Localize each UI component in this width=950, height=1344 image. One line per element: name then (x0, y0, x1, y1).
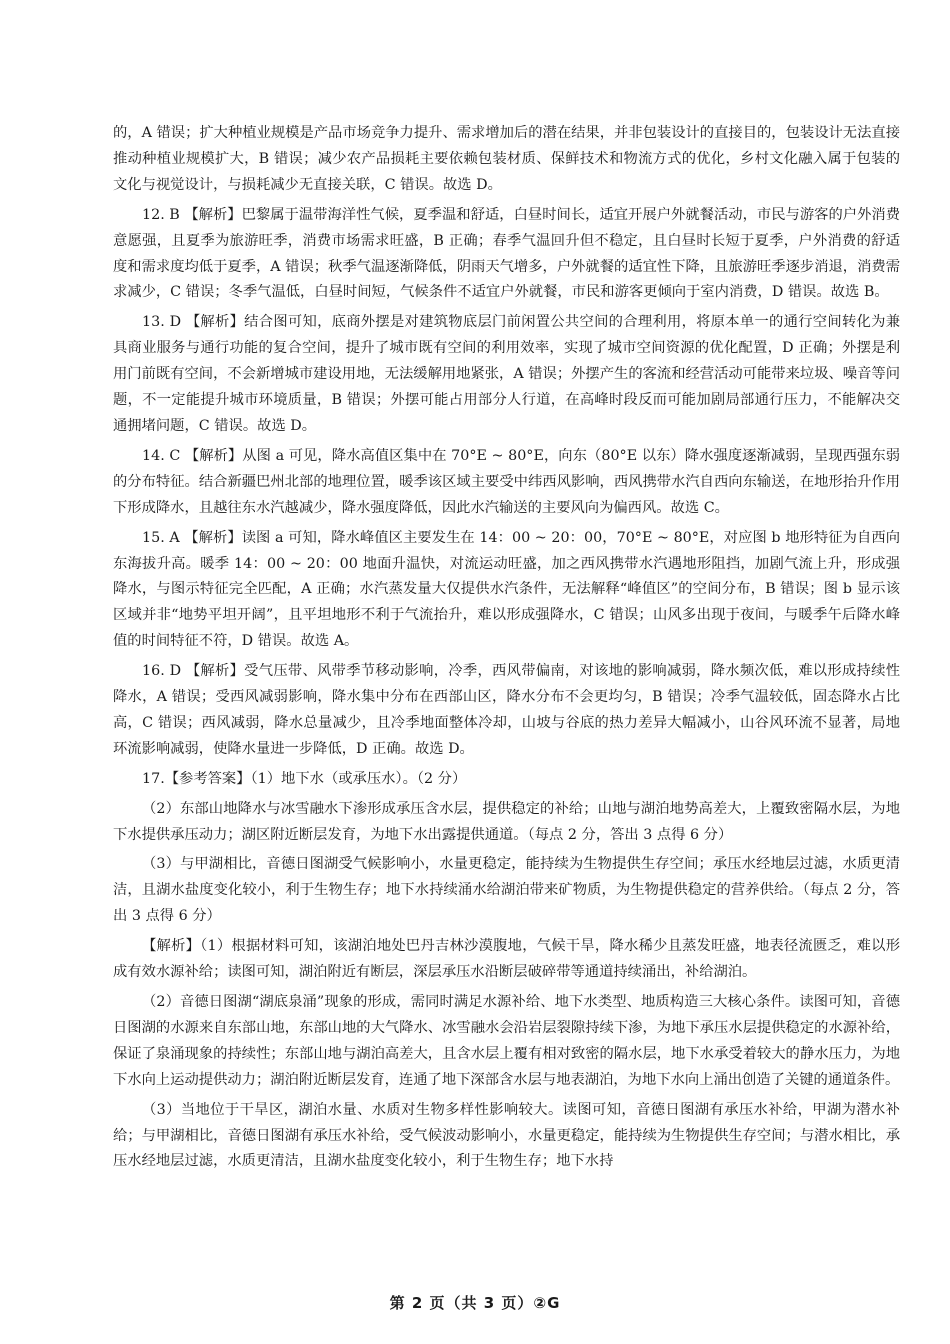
paragraph-q17-answer-1: 17.【参考答案】（1）地下水（或承压水）。（2 分） (142, 770, 467, 787)
paragraph-q17-analysis-3: （3）当地位于干旱区，湖泊水量、水质对生物多样性影响较大。读图可知，音德日图湖有承压水补给，甲湖为潜水补给；与甲湖相比，音德日图湖有承压水补给，受气候波动影响小，水量更稳定，能持续为生物提供生存空间；与潜水相比，承压水经地层过滤，水质更清洁，且湖水盐度变化较小，利于生物生存；地下水持 (113, 1101, 900, 1170)
paragraph-q14: 14. C 【解析】从图 a 可见，降水高值区集中在 70°E ~ 80°E，向东（80°E 以东）降水强度逐渐减弱，呈现西强东弱的分布特征。结合新疆巴州北部的地理位置，暖季该区域主要受中纬西风影响，西风携带水汽自西向东输送，在地形抬升作用下形成降水，且越往东水汽越减少，降水强度降低，因此水汽输送的主要风向为偏西风。故选 C。 (113, 447, 900, 516)
paragraph-q12: 12. B 【解析】巴黎属于温带海洋性气候，夏季温和舒适，白昼时间长，适宜开展户外就餐活动，市民与游客的户外消费意愿强，且夏季为旅游旺季，消费市场需求旺盛，B 正确；春季气温回升但不稳定，且白昼时长短于夏季，户外消费的舒适度和需求度均低于夏季，A 错误；秋季气温逐渐降低，阴雨天气增多，户外就餐的适宜性下降，且旅游旺季逐步消退，消费需求减少，C 错误；冬季气温低，白昼时间短，气候条件不适宜户外就餐，市民和游客更倾向于室内消费，D 错误。故选 B。 (113, 206, 900, 301)
paragraph-q17-analysis-1: 【解析】（1）根据材料可知，该湖泊地处巴丹吉林沙漠腹地，气候干旱，降水稀少且蒸发旺盛，地表径流匮乏，难以形成有效水源补给；读图可知，湖泊附近有断层，深层承压水沿断层破碎带等通道持续涌出，补给湖泊。 (113, 938, 900, 981)
paragraph-q17-analysis-2: （2）音德日图湖“湖底泉涌”现象的形成，需同时满足水源补给、地下水类型、地质构造三大核心条件。读图可知，音德日图湖的水源来自东部山地，东部山地的大气降水、冰雪融水会沿岩层裂隙持续下渗，为地下承压水层提供稳定的水源补给，保证了泉涌现象的持续性；东部山地与湖泊高差大，且含水层上覆有相对致密的隔水层，地下水承受着较大的静水压力，为地下水向上运动提供动力；湖泊附近断层发育，连通了地下深部含水层与地表湖泊，为地下水向上涌出创造了关键的通道条件。 (113, 994, 900, 1088)
paragraph-continuation: 的，A 错误；扩大种植业规模是产品市场竞争力提升、需求增加后的潜在结果，并非包装设计的直接目的，包装设计无法直接推动种植业规模扩大，B 错误；减少农产品损耗主要依赖包装材质、保鲜技术和物流方式的优化，乡村文化融入属于包装的文化与视觉设计，与损耗减少无直接关联，C 错误。故选 D。 (113, 125, 900, 193)
paragraph-q16: 16. D 【解析】受气压带、风带季节移动影响，冷季，西风带偏南，对该地的影响减弱，降水频次低，难以形成持续性降水，A 错误；受西风减弱影响，降水集中分布在西部山区，降水分布不会更均匀，B 错误；冷季气温较低，固态降水占比高，C 错误；西风减弱，降水总量减少，且冷季地面整体冷却，山坡与谷底的热力差异大幅减小，山谷风环流不显著，局地环流影响减弱，使降水量进一步降低，D 正确。故选 D。 (113, 663, 900, 757)
paragraph-q15: 15. A 【解析】读图 a 可知，降水峰值区主要发生在 14：00 ~ 20：00，70°E ~ 80°E，对应图 b 地形特征为自西向东海拔升高。暖季 14：00 ~ 20：00 地面升温快，对流运动旺盛，加之西风携带水汽遇地形阻挡，加剧气流上升，形成强降水，与图示特征完全匹配，A 正确；水汽蒸发量大仅提供水汽条件，无法解释“峰值区”的空间分布，B 错误；图 b 显示该区域并非“地势平坦开阔”，且平坦地形不利于气流抬升，难以形成强降水，C 错误；山风多出现于夜间，与暖季午后降水峰值的时间特征不符，D 错误。故选 A。 (113, 529, 900, 650)
paragraph-q13: 13. D 【解析】结合图可知，底商外摆是对建筑物底层门前闲置公共空间的合理利用，将原本单一的通行空间转化为兼具商业服务与通行功能的复合空间，提升了城市既有空间的利用效率，实现了城市空间资源的优化配置，D 正确；外摆是利用门前既有空间，不会新增城市建设用地，无法缓解用地紧张，A 错误；外摆产生的客流和经营活动可能带来垃圾、噪音等问题，不一定能提升城市环境质量，B 错误；外摆可能占用部分人行道，在高峰时段反而可能加剧局部通行压力，不能解决交通拥堵问题，C 错误。故选 D。 (113, 314, 900, 434)
paragraph-q17-answer-3: （3）与甲湖相比，音德日图湖受气候影响小，水量更稳定，能持续为生物提供生存空间；承压水经地层过滤，水质更清洁，且湖水盐度变化较小，利于生物生存；地下水持续涌水给湖泊带来矿物质，为生物提供稳定的营养供给。（每点 2 分，答出 3 点得 6 分） (113, 856, 900, 925)
page-footer: 第 2 页（共 3 页）②G (389, 1294, 561, 1312)
paragraph-q17-answer-2: （2）东部山地降水与冰雪融水下渗形成承压含水层，提供稳定的补给；山地与湖泊地势高差大，上覆致密隔水层，为地下水提供承压动力；湖区附近断层发育，为地下水出露提供通道。（每点 2 分，答出 3 点得 6 分） (113, 800, 900, 843)
